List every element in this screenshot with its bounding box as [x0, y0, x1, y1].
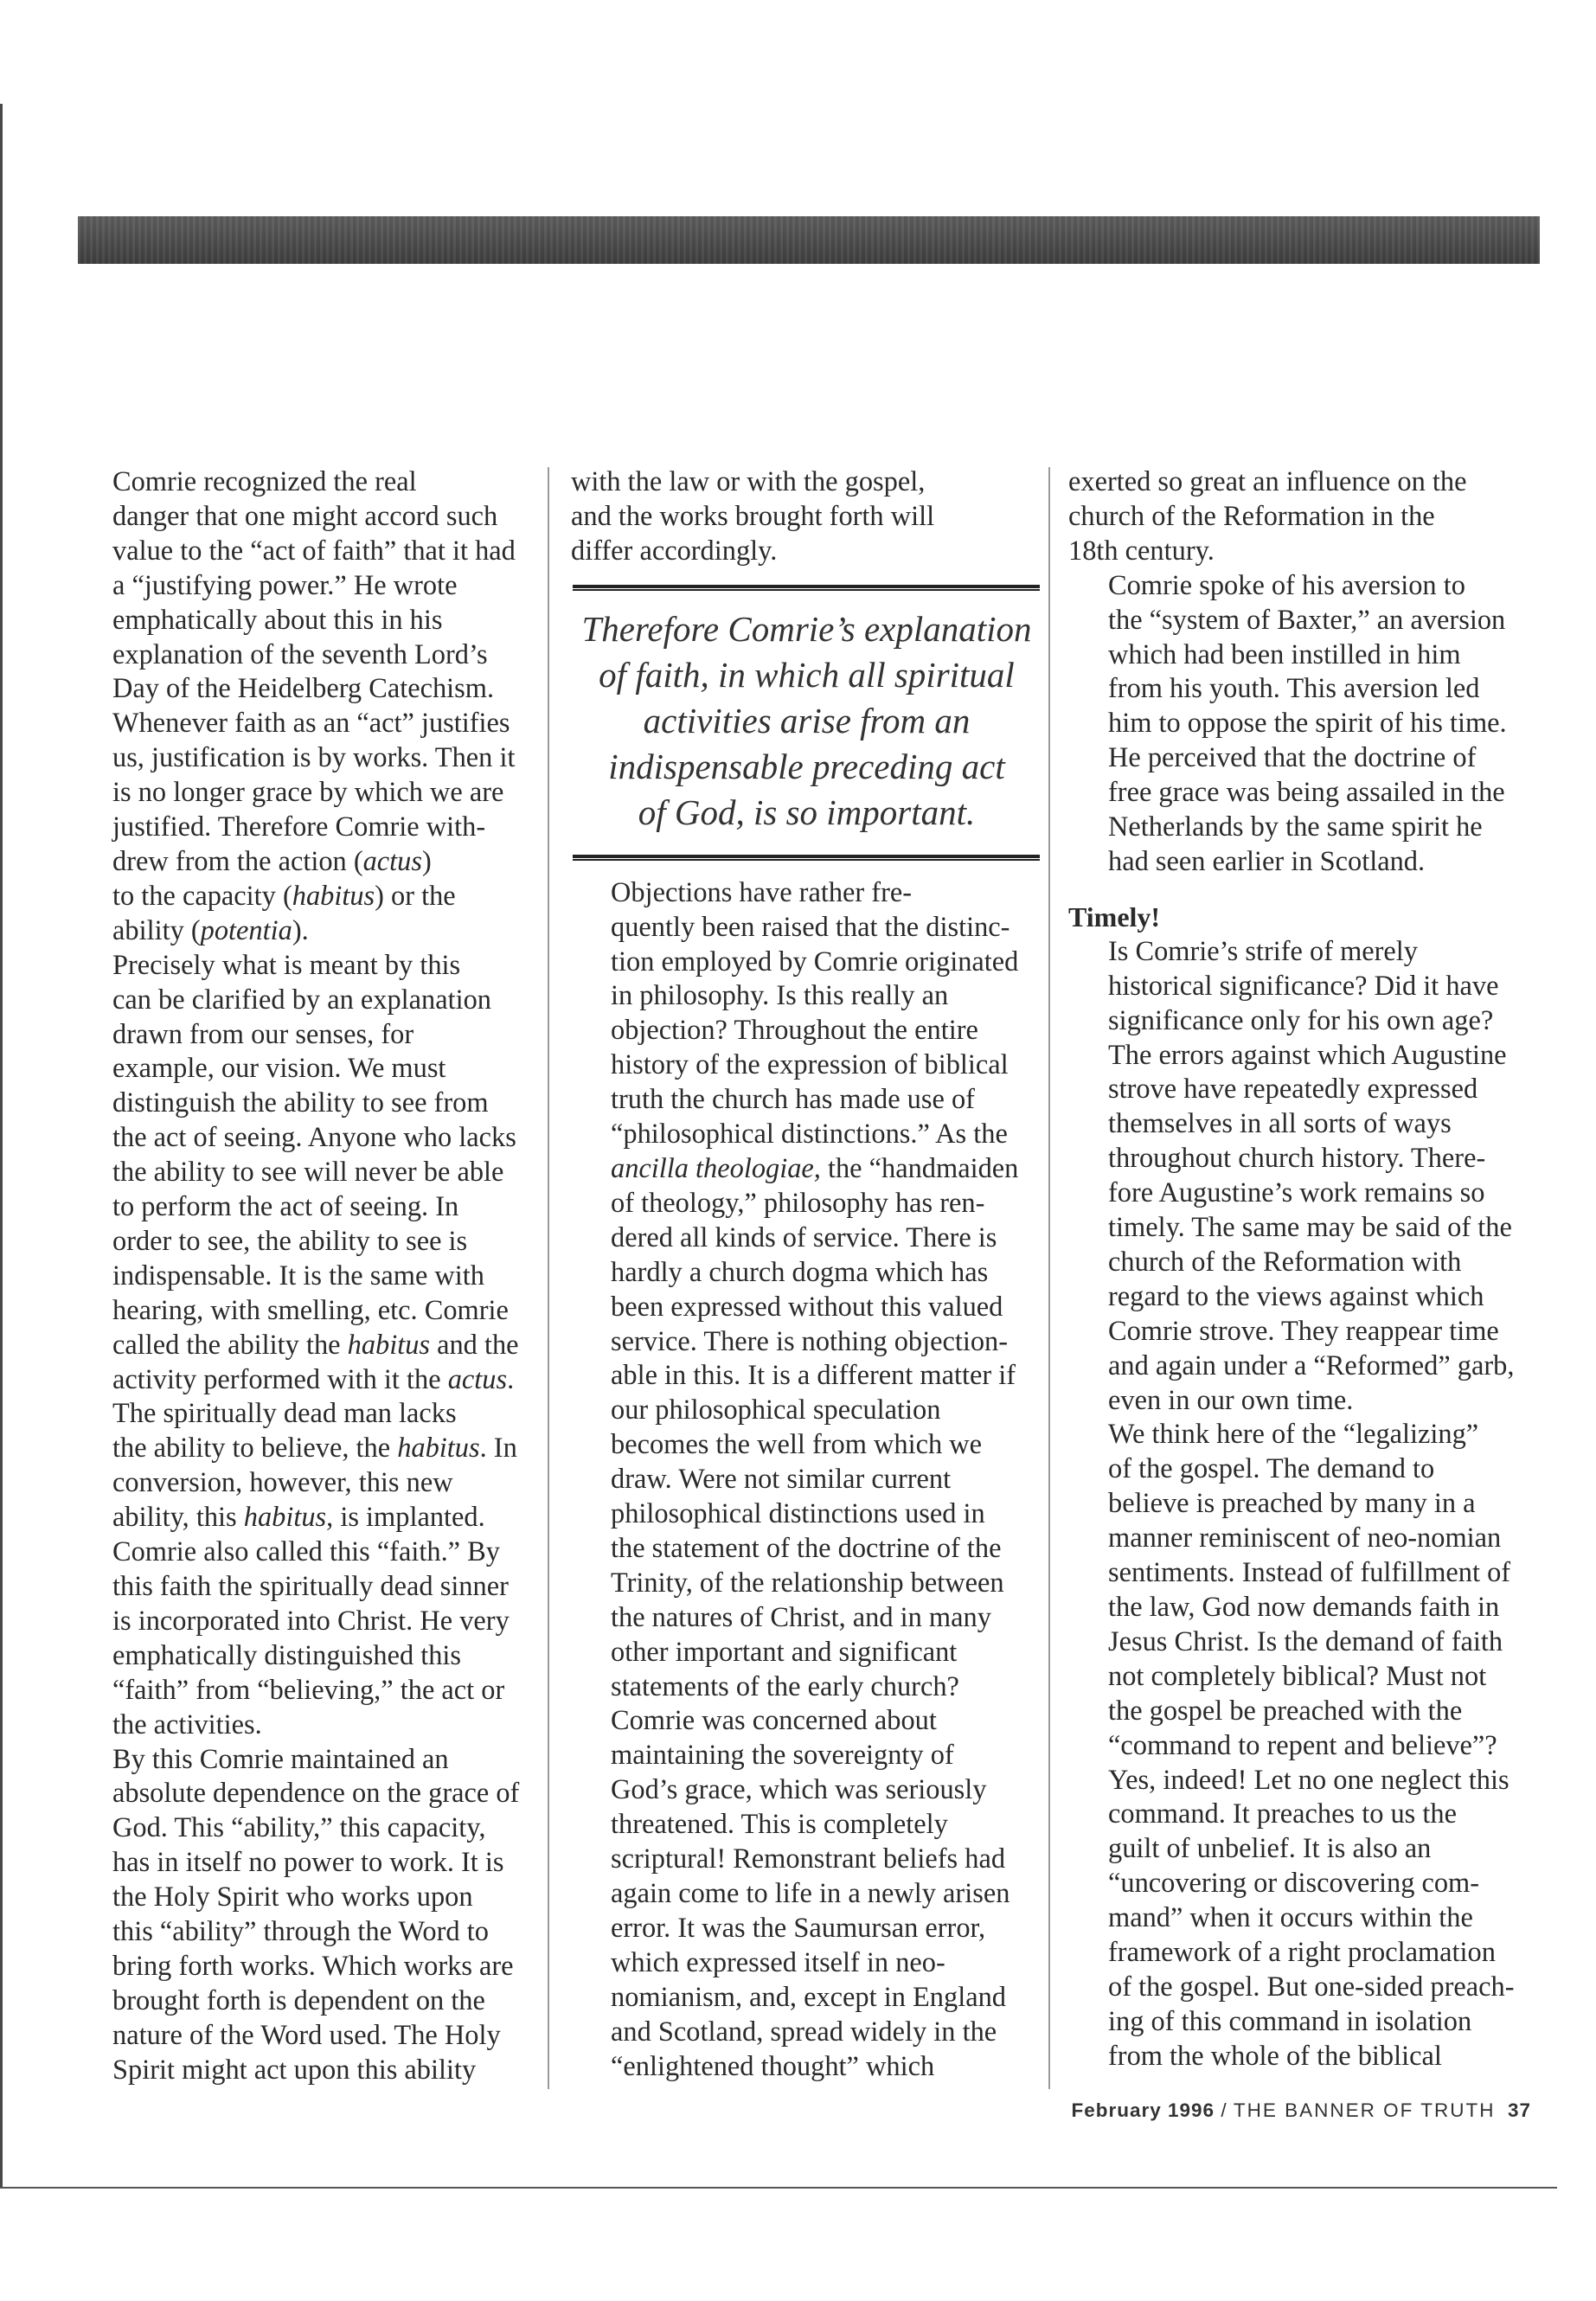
pull-quote-rule [573, 855, 1040, 861]
paragraph: Precisely what is meant by this can be clarified by an explanation drawn from our senses, for example, our vision. We must distinguish the ability to see from the act of seeing. Anyone who lacks the ability to see will never be able to perform the act of seeing. In order to see, the ability to see is indispensable. It is the same with hearing, with smelling, etc. Comrie called the ability the habitus and the activity performed with it the actus. [112, 949, 519, 1395]
header-banner [78, 216, 1540, 264]
issue-date: February 1996 [1071, 2099, 1215, 2121]
paragraph: Comrie was concerned about maintaining the sovereignty of God’s grace, which was seriously threatened. This is completely scriptural! Remonstrant beliefs had again come to life in a newly arisen error. It was the Saumursan error, which expressed itself in neo- nomianism, and, except in England and Scotland, spread widely in the “enlightened thought” which [611, 1705, 1010, 2082]
page-number: 37 [1507, 2099, 1531, 2121]
paragraph: Objections have rather fre- quently been raised that the distinc- tion employed by Comrie originated in philosophy. Is this really an objection? Throughout the entire history of the expression of biblical truth the church has made use of “philosophical distinctions.” As the ancilla theologiae, the “handmaiden of theology,” philosophy has ren- dered all kinds of service. There is hardly a church dogma which has been expressed without this valued service. There is nothing objection- able in this. It is a different matter if our philosophical speculation becomes the well from which we draw. Were not similar current philosophical distinctions used in the statement of the doctrine of the Trinity, of the relationship between the natures of Christ, and in many other important and significant statements of the early church? [611, 876, 1019, 1702]
paragraph: with the law or with the gospel, and the works brought forth will differ accordingly. [571, 466, 935, 567]
paragraph: We think here of the “legalizing” of the gospel. The demand to believe is preached by many in a manner reminiscent of neo-nomian sentiments. Instead of fulfillment of the law, God now demands faith in Jesus Christ. Is the demand of faith not completely biblical? Must not the gospel be preached with the “command to repent and believe”? Yes, indeed! Let no one neglect this command. It preaches to us the guilt of unbelief. It is also an “uncovering or discovering com- mand” when it occurs within the framework of a right proclamation of the gospel. But one-sided preach- ing of this command in isolation from the whole of the biblical [1108, 1419, 1515, 2072]
footer-separator: / [1215, 2099, 1234, 2121]
section-heading: Timely! [1068, 901, 1161, 933]
article-column-3 [1068, 465, 1540, 2074]
article-column-2 [571, 465, 1042, 2084]
paragraph: By this Comrie maintained an absolute dependence on the grace of God. This “ability,” this capacity, has in itself no power to work. It is the Holy Spirit who works upon this “ability” through the Word to bring forth works. Which works are brought forth is dependent on the nature of the Word used. The Holy Spirit might act upon this ability [112, 1743, 520, 2086]
article-column-1 [73, 465, 544, 2088]
column-divider [1048, 467, 1050, 2089]
page-bottom-rule [0, 2187, 1557, 2189]
paragraph: exerted so great an influence on the church of the Reformation in the 18th century. [1068, 466, 1467, 567]
pull-quote-rule [573, 585, 1040, 591]
paragraph: Is Comrie’s strife of merely historical significance? Did it have significance only for his own age? The errors against which Augustine strove have repeatedly expressed themselves in all sorts of ways throughout church history. There- fore Augustine’s work remains so timely. The same may be said of the church of the Reformation with regard to the views against which Comrie strove. They reappear time and again under a “Reformed” garb, even in our own time. [1108, 935, 1515, 1416]
column-divider [548, 467, 549, 2089]
page-footer [1071, 2099, 1531, 2122]
page-edge-shadow [0, 104, 3, 2189]
paragraph: Comrie spoke of his aversion to the “system of Baxter,” an aversion which had been instilled in him from his youth. This aversion led him to oppose the spirit of his time. He perceived that the doctrine of free grace was being assailed in the Netherlands by the same spirit he had seen earlier in Scotland. [1108, 569, 1507, 877]
paragraph: Comrie recognized the real danger that one might accord such value to the “act of faith” that it had a “justifying power.” He wrote emphatically about this in his explanation of the seventh Lord’s Day of the Heidelberg Catechism. Whenever faith as an “act” justifies us, justification is by works. Then it is no longer grace by which we are justified. Therefore Comrie with- drew from the action (actus) to the capacity (habitus) or the ability (potentia). [112, 466, 516, 946]
publication-name: THE BANNER OF TRUTH [1233, 2099, 1496, 2121]
paragraph: The spiritually dead man lacks the ability to believe, the habitus. In conversion, however, this new ability, this habitus, is implanted. Comrie also called this “faith.” By this faith the spiritually dead sinner is incorporated into Christ. He very emphatically distinguished this “faith” from “believing,” the act or the activities. [112, 1398, 517, 1740]
pull-quote: Therefore Comrie’s explanation of faith, in which all spiritual activities arise from an indispensable preceding act of God, is so important. [571, 585, 1042, 861]
